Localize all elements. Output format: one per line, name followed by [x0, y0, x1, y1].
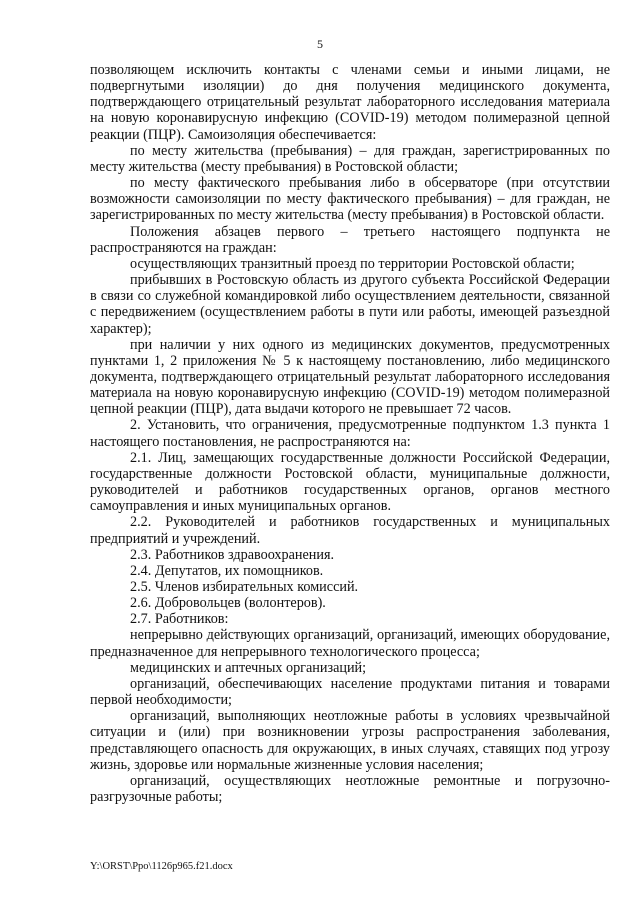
paragraph: 2.6. Добровольцев (волонтеров).: [130, 595, 326, 612]
paragraph: по месту фактического пребывания либо в обсерваторе (при отсутствии возможности самоизоляции по месту фактического пребывания) – для граждан, не зарегистрированных по месту жительства (месту пребывания) в Ростовской области.: [90, 175, 610, 224]
paragraph: организаций, выполняющих неотложные работы в условиях чрезвычайной ситуации и (или) при возникновении угрозы распространения заболевания, представляющего опасность для окружающих, в иных случаях, ставящих под угрозу жизнь, здоровье или нормальные жизненные условия населения;: [90, 708, 610, 773]
paragraph: 2.5. Членов избирательных комиссий.: [130, 579, 359, 595]
page-number: 5: [317, 37, 323, 51]
paragraph: 2.7. Работников:: [130, 611, 229, 628]
body-text: [90, 62, 610, 805]
paragraph: непрерывно действующих организаций, организаций, имеющих оборудование, предназначенное для непрерывного технологического процесса;: [90, 627, 610, 660]
paragraph: Положения абзацев первого – третьего настоящего подпункта не распространяются на граждан:: [90, 223, 610, 256]
paragraph: позволяющем исключить контакты с членами семьи и иными лицами, не подвергнутыми изоляции) до дня получения медицинского документа, подтверждающего отрицательный результат лабораторного исследования материала на новую коронавирусную инфекцию (COVID-19) методом полимеразной цепной реакции (ПЦР). Самоизоляция обеспечивается:: [90, 62, 610, 143]
paragraph: при наличии у них одного из медицинских документов, предусмотренных пунктами 1, 2 приложения № 5 к настоящему постановлению, либо медицинского документа, подтверждающего отрицательный результат лабораторного исследования материала на новую коронавирусную инфекцию (COVID-19) методом полимеразной цепной реакции (ПЦР), дата выдачи которого не превышает 72 часов.: [90, 336, 610, 418]
paragraph: 2.4. Депутатов, их помощников.: [130, 562, 324, 579]
paragraph: 2.3. Работников здравоохранения.: [130, 546, 335, 563]
paragraph: 2.2. Руководителей и работников государственных и муниципальных предприятий и учреждений.: [90, 514, 610, 547]
paragraph: организаций, осуществляющих неотложные ремонтные и погрузочно-разгрузочные работы;: [90, 772, 610, 806]
paragraph: 2. Установить, что ограничения, предусмотренные подпунктом 1.3 пункта 1 настоящего постановления, не распространяются на:: [90, 417, 610, 450]
paragraph: медицинских и аптечных организаций;: [130, 659, 367, 676]
paragraph: организаций, обеспечивающих население продуктами питания и товарами первой необходимости;: [90, 675, 610, 709]
paragraph: по месту жительства (пребывания) – для граждан, зарегистрированных по месту жительства (месту пребывания) в Ростовской области;: [90, 142, 610, 175]
paragraph: прибывших в Ростовскую область из другого субъекта Российской Федерации в связи со служебной командировкой либо осуществлением деятельности, связанной с передвижением (осуществлением работы в пути или работы, имеющей разъездной характер);: [90, 272, 610, 337]
paragraph: осуществляющих транзитный проезд по территории Ростовской области;: [130, 255, 575, 272]
paragraph: 2.1. Лиц, замещающих государственные должности Российской Федерации, государственные должности Ростовской области, муниципальные должности, руководителей и работников государственных органов, органов местного самоуправления и иных муниципальных органов.: [90, 449, 610, 515]
footer-file-path: Y:\ORST\Ppo\1126p965.f21.docx: [90, 861, 233, 872]
